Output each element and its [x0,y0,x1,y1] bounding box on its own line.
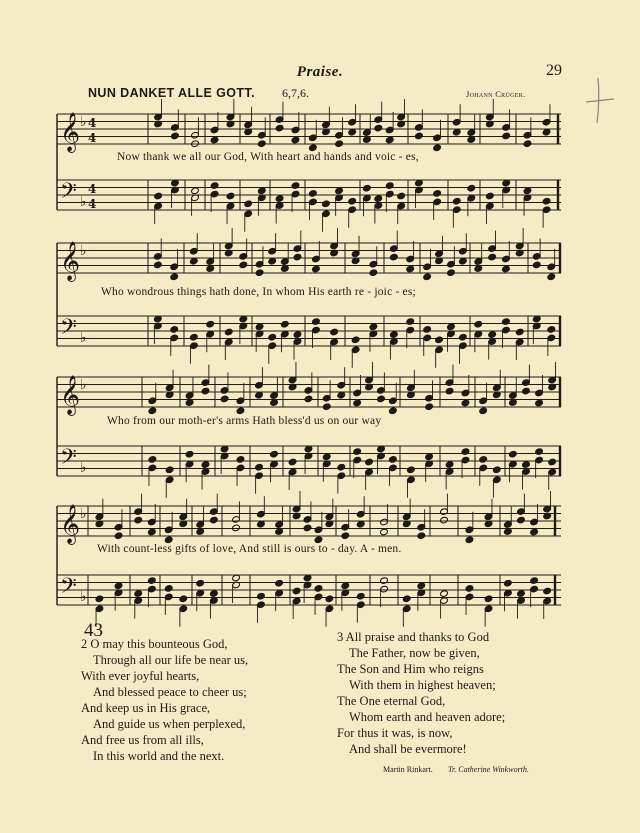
notehead [440,516,449,524]
notehead [509,399,518,407]
notehead [522,387,531,395]
notehead [522,461,531,469]
notehead [440,590,449,598]
notehead [509,450,518,458]
notehead [374,124,383,132]
notehead [210,136,219,144]
notehead [486,192,495,200]
notehead [114,582,123,590]
notehead [548,458,557,466]
notehead [423,273,432,281]
notehead [239,261,248,269]
notehead [452,197,461,205]
verse-line: And free us from all ills, [81,733,204,747]
notehead [148,577,157,585]
notehead [417,532,426,540]
flat-icon: ♭ [80,194,87,210]
notehead [474,320,483,328]
notehead [380,577,389,585]
notehead [258,187,267,195]
translator-credit: Tr. Catherine Winkworth. [448,765,529,774]
notehead [523,140,532,148]
verse-line: Through all our life be near us, [93,653,249,667]
notehead [148,528,157,536]
notehead [275,579,284,587]
bass-clef-icon: 𝄢 [60,179,77,209]
notehead [275,195,284,203]
lyric-line-2: Who wondrous things hath done, In whom His earth re - joic - es; [101,286,416,298]
notehead [447,323,456,331]
notehead [465,585,474,593]
notehead [543,587,552,595]
notehead [303,524,312,532]
notehead [255,323,264,331]
notehead [335,187,344,195]
notehead [385,182,394,190]
bass-clef-icon: 𝄢 [60,315,77,345]
notehead [206,320,215,328]
verse-line: The One eternal God, [337,694,446,708]
notehead [542,197,551,205]
bass-clef-icon: 𝄢 [60,445,77,475]
notehead [530,577,539,585]
notehead [504,528,513,536]
notehead [341,532,350,540]
notehead [488,253,497,261]
notehead [185,450,194,458]
notehead [547,273,556,281]
notehead [275,528,284,536]
verse-line: With them in highest heaven; [349,678,496,692]
notehead [270,450,279,458]
notehead [95,595,104,603]
notehead [185,399,194,407]
notehead [179,595,188,603]
notehead [134,590,143,598]
notehead [467,184,476,192]
notehead [547,326,556,334]
notehead [322,453,331,461]
notehead [356,592,365,600]
notehead [232,524,241,532]
notehead [255,463,264,471]
notehead [268,333,277,341]
notehead [493,466,502,474]
notehead [461,399,470,407]
notehead [351,336,360,344]
time-signature: 4 [88,197,97,211]
notehead [535,399,544,407]
notehead [154,192,163,200]
verse-line: And guide us when perplexed, [93,717,246,731]
notehead [148,456,157,464]
page-number: 29 [546,62,562,79]
notehead [479,407,488,415]
notehead [402,595,411,603]
notehead [268,257,277,265]
notehead [201,461,210,469]
notehead [385,136,394,144]
notehead [461,448,470,456]
notehead [377,395,386,403]
flat-icon: ♭ [80,460,87,476]
notehead [474,265,483,273]
verse-line: In this world and the next. [93,749,225,763]
notehead [452,128,461,136]
notehead [425,403,434,411]
notehead [291,182,300,190]
notehead [164,585,173,593]
notehead [304,395,313,403]
verse-line: For thus it was, is now, [337,726,453,740]
notehead [535,448,544,456]
notehead [484,595,493,603]
lyric-line-3: Who from our moth-er's arms Hath bless'd us on our way [107,415,382,427]
notehead [433,144,442,152]
notehead [322,200,331,208]
hymn-title: NUN DANKET ALLE GOTT. [88,86,255,100]
notehead [348,197,357,205]
notehead [479,456,488,464]
notehead [309,190,318,198]
notehead [322,403,331,411]
composer-credit: Johann Crüger. [466,89,526,99]
lyric-line-4: With count-less gifts of love, And still is ours to - day. A - men. [97,543,402,555]
notehead [337,391,346,399]
notehead [369,323,378,331]
notehead [190,333,199,341]
notehead [363,136,372,144]
notehead [459,333,468,341]
verse-line: With ever joyful hearts, [81,669,200,683]
notehead [114,532,123,540]
time-signature: 4 [88,131,97,145]
notehead [292,587,301,595]
notehead [330,328,339,336]
notehead [365,458,374,466]
notehead [445,387,454,395]
notehead [467,136,476,144]
verse-line: And keep us in His grace, [81,701,211,715]
notehead [257,520,266,528]
notehead [210,182,219,190]
notehead [523,187,532,195]
notehead [363,184,372,192]
notehead [390,253,399,261]
notehead [170,273,179,281]
notehead [244,200,253,208]
bass-clef-icon: 𝄢 [60,574,77,604]
notehead [380,528,389,536]
notehead [226,192,235,200]
hymn-number: 43 [84,620,103,641]
notehead [236,456,245,464]
verse-line: 3 All praise and thanks to God [337,630,490,644]
notehead [312,265,321,273]
notehead [369,269,378,277]
time-signature: 4 [88,182,97,196]
notehead [390,331,399,339]
notehead [488,331,497,339]
notehead [435,336,444,344]
notehead [154,261,163,269]
notehead [502,318,511,326]
notehead [397,192,406,200]
notehead [389,407,398,415]
notehead [389,456,398,464]
notehead [281,320,290,328]
notehead [423,326,432,334]
notehead [170,326,179,334]
verse-line: Whom earth and heaven adore; [349,710,506,724]
notehead [517,590,526,598]
notehead [210,590,219,598]
notehead [335,140,344,148]
notehead [504,579,513,587]
treble-clef-icon: 𝄞 [60,112,81,152]
notehead [502,265,511,273]
time-signature: 4 [88,116,97,130]
notehead [314,585,323,593]
notehead [406,318,415,326]
notehead [459,257,468,265]
notehead [210,516,219,524]
notehead [325,595,334,603]
lyric-line-1: Now thank we all our God, With heart and hands and voic - es, [117,151,419,163]
treble-clef-icon: 𝄞 [60,241,81,281]
notehead [465,536,474,544]
treble-clef-icon: 𝄞 [60,504,81,544]
notehead [407,466,416,474]
notehead [270,399,279,407]
notehead [447,269,456,277]
meter: 6,7,6. [282,86,309,100]
notehead [236,407,245,415]
notehead [196,579,205,587]
notehead [281,265,290,273]
notehead [224,328,233,336]
notehead [196,528,205,536]
notehead [374,195,383,203]
verse-line: And shall be evermore! [349,742,467,756]
notehead [415,132,424,140]
notehead [425,453,434,461]
notehead [406,265,415,273]
notehead [530,528,539,536]
notehead [356,520,365,528]
verse-line: And blessed peace to cheer us; [93,685,247,699]
notehead [353,399,362,407]
notehead [312,318,321,326]
notehead [293,331,302,339]
notehead [293,253,302,261]
notehead [201,387,210,395]
notehead [532,261,541,269]
notehead [348,128,357,136]
notehead [341,582,350,590]
notehead [148,407,157,415]
notehead [542,128,551,136]
notehead [417,582,426,590]
notehead [257,592,266,600]
notehead [255,269,264,277]
notehead [337,463,346,471]
notehead [190,257,199,265]
verse-line: The Father, now be given, [349,646,480,660]
flat-icon: ♭ [80,589,87,605]
notehead [275,124,284,132]
notehead [433,190,442,198]
notehead [288,458,297,466]
notehead [171,132,180,140]
flat-icon: ♭ [80,506,87,522]
notehead [165,466,174,474]
treble-clef-icon: 𝄞 [60,375,81,415]
notehead [515,328,524,336]
flat-icon: ♭ [80,243,87,259]
flat-icon: ♭ [80,330,87,346]
notehead [445,461,454,469]
author-credit: Martin Rinkart. [383,765,433,774]
notehead [291,136,300,144]
flat-icon: ♭ [80,377,87,393]
notehead [353,448,362,456]
notehead [258,140,267,148]
verse-line: The Son and Him who reigns [337,662,484,676]
flat-icon: ♭ [80,114,87,130]
notehead [191,187,200,195]
notehead [206,265,215,273]
notehead [502,132,511,140]
section-title: Praise. [296,64,344,80]
notehead [134,516,143,524]
notehead [517,516,526,524]
verse-line: 2 O may this bounteous God, [81,637,228,651]
notehead [220,395,229,403]
notehead [255,391,264,399]
